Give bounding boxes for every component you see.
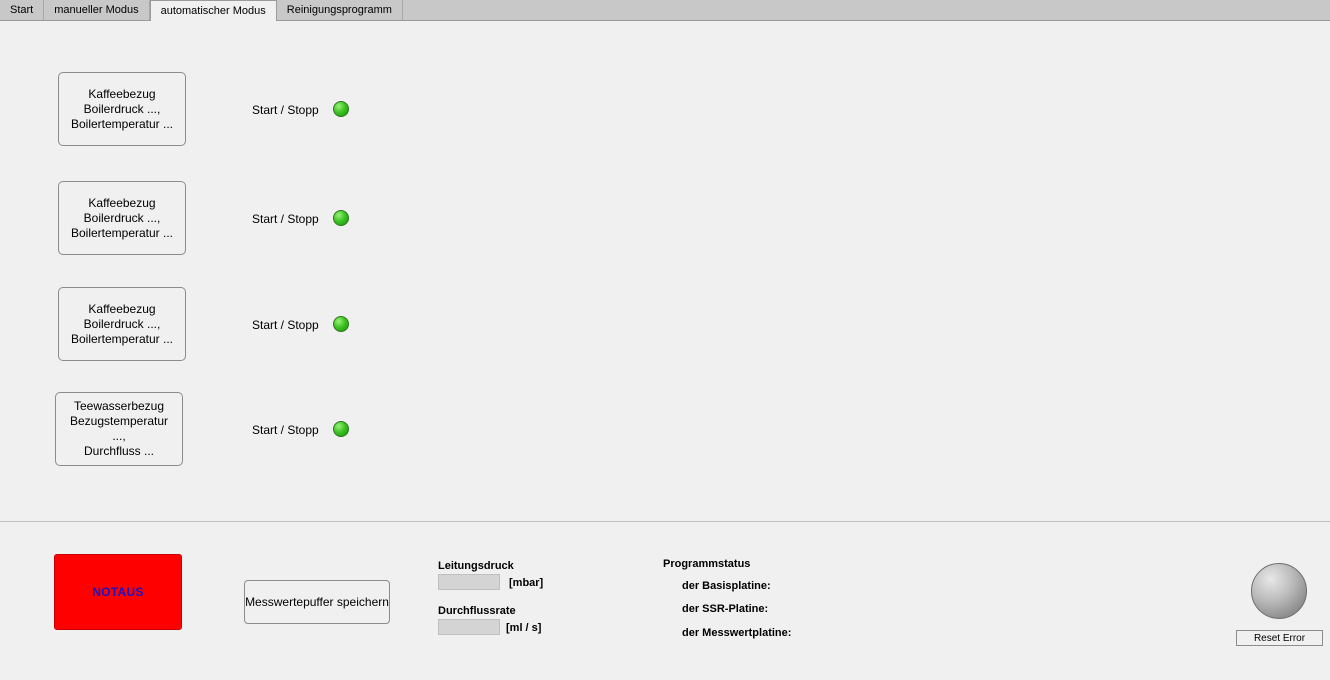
tab-reinigungsprogramm[interactable]: Reinigungsprogramm [277,0,403,20]
tab-bar [0,0,1330,21]
status-item-basisplatine: der Basisplatine: [682,580,771,592]
program-box-1-line1: Kaffeebezug [88,86,156,101]
status-led-1[interactable] [333,101,349,117]
tab-manueller-modus[interactable]: manueller Modus [44,0,149,20]
emergency-stop-button[interactable]: NOTAUS [54,554,182,630]
start-stop-label-4: Start / Stopp [252,423,319,437]
flowrate-unit: [ml / s] [506,622,542,634]
program-box-4[interactable] [55,392,183,466]
program-box-4-line2: Bezugstemperatur ..., [69,414,169,443]
save-measurement-buffer-button[interactable]: Messwertepuffer speichern [244,580,390,624]
status-item-messwertplatine: der Messwertplatine: [682,627,792,639]
program-box-4-line3: Durchfluss ... [83,444,155,458]
program-box-2-line1: Kaffeebezug [88,195,156,210]
program-box-3[interactable] [58,287,186,361]
pressure-unit: [mbar] [509,577,544,589]
start-stop-label-3: Start / Stopp [252,318,319,332]
program-box-2-line2: Boilerdruck ..., [83,210,161,225]
program-box-1[interactable] [58,72,186,146]
pressure-label: Leitungsdruck [438,560,514,572]
automatic-mode-panel [0,21,1330,521]
status-led-3[interactable] [333,316,349,332]
program-box-3-line2: Boilerdruck ..., [83,316,161,331]
bottom-control-bar [0,522,1330,680]
tab-automatischer-modus[interactable]: automatischer Modus [150,0,277,21]
pressure-value-field [438,574,500,590]
start-stop-label-1: Start / Stopp [252,103,319,117]
program-box-1-line2: Boilerdruck ..., [83,101,161,116]
reset-error-button[interactable]: Reset Error [1236,630,1323,646]
status-led-2[interactable] [333,210,349,226]
flowrate-value-field [438,619,500,635]
program-box-3-line3: Boilertemperatur ... [70,331,174,346]
tab-bar-filler [403,0,1330,20]
tab-start[interactable]: Start [0,0,44,20]
program-status-title: Programmstatus [663,558,751,570]
program-box-1-line3: Boilertemperatur ... [70,116,174,131]
start-stop-label-2: Start / Stopp [252,212,319,226]
program-box-4-line1: Teewasserbezug [73,399,165,413]
program-box-3-line1: Kaffeebezug [88,301,156,316]
flowrate-label: Durchflussrate [438,605,516,617]
status-item-ssr-platine: der SSR-Platine: [682,603,769,615]
program-box-2[interactable] [58,181,186,255]
program-box-2-line3: Boilertemperatur ... [70,225,174,240]
error-indicator-led [1251,563,1307,619]
status-led-4[interactable] [333,421,349,437]
